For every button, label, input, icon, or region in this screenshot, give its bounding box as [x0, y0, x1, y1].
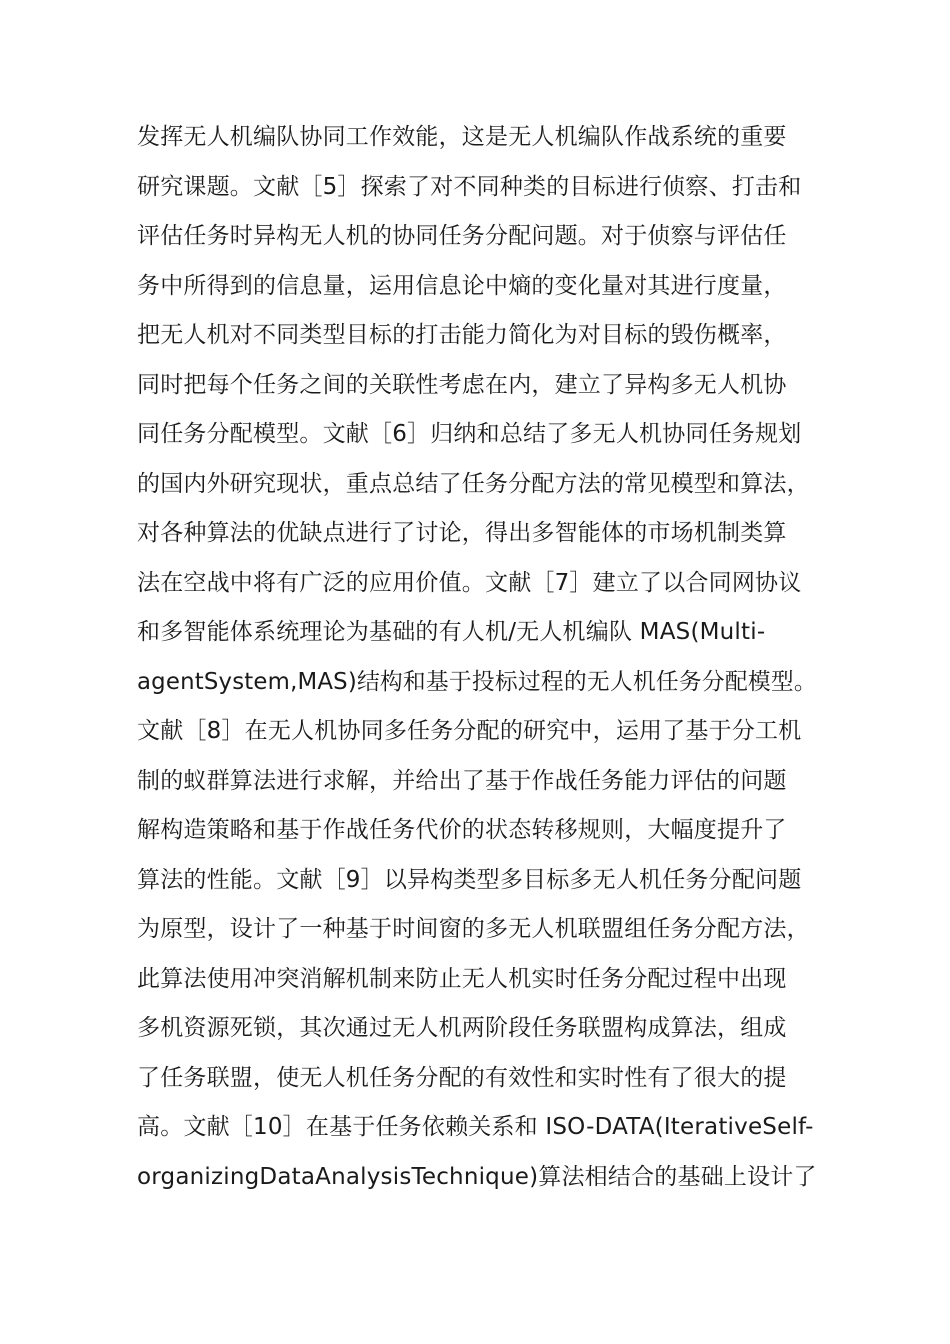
- text-line-4: 务中所得到的信息量，运用信息论中熵的变化量对其进行度量，: [137, 272, 787, 299]
- text-line-5: 把无人机对不同类型目标的打击能力简化为对目标的毁伤概率，: [137, 322, 787, 348]
- text-line-21: 高。文献［10］在基于任务依赖关系和 ISO-DATA(IterativeSelf-: [137, 1114, 814, 1140]
- text-line-3: 评估任务时异构无人机的协同任务分配问题。对于侦察与评估任: [137, 223, 787, 249]
- text-line-6: 同时把每个任务之间的关联性考虑在内，建立了异构多无人机协: [137, 371, 787, 398]
- text-line-10: 法在空战中将有广泛的应用价值。文献［7］建立了以合同网协议: [137, 569, 802, 596]
- text-line-9: 对各种算法的优缺点进行了讨论，得出多智能体的市场机制类算: [137, 520, 787, 546]
- text-line-20: 了任务联盟，使无人机任务分配的有效性和实时性有了很大的提: [137, 1064, 787, 1091]
- text-line-22: organizingDataAnalysisTechnique)算法相结合的基础上设计了: [137, 1163, 817, 1190]
- text-line-16: 算法的性能。文献［9］以异构类型多目标多无人机任务分配问题: [137, 866, 802, 893]
- text-line-2: 研究课题。文献［5］探索了对不同种类的目标进行侦察、打击和: [137, 173, 802, 200]
- text-line-17: 为原型，设计了一种基于时间窗的多无人机联盟组任务分配方法，: [137, 916, 810, 942]
- text-line-15: 解构造策略和基于作战任务代价的状态转移规则，大幅度提升了: [137, 817, 787, 843]
- text-line-8: 的国内外研究现状，重点总结了任务分配方法的常见模型和算法，: [137, 470, 810, 497]
- text-line-1: 发挥无人机编队协同工作效能，这是无人机编队作战系统的重要: [137, 124, 787, 150]
- text-line-12: agentSystem,MAS)结构和基于投标过程的无人机任务分配模型。: [137, 668, 817, 695]
- text-line-13: 文献［8］在无人机协同多任务分配的研究中，运用了基于分工机: [137, 718, 802, 744]
- text-line-11: 和多智能体系统理论为基础的有人机/无人机编队 MAS(Multi-: [137, 619, 766, 645]
- body-text: [137, 113, 817, 1202]
- text-line-18: 此算法使用冲突消解机制来防止无人机实时任务分配过程中出现: [137, 965, 787, 992]
- text-line-7: 同任务分配模型。文献［6］归纳和总结了多无人机协同任务规划: [137, 421, 802, 447]
- text-line-14: 制的蚁群算法进行求解，并给出了基于作战任务能力评估的问题: [137, 767, 787, 794]
- text-line-19: 多机资源死锁，其次通过无人机两阶段任务联盟构成算法，组成: [137, 1015, 787, 1041]
